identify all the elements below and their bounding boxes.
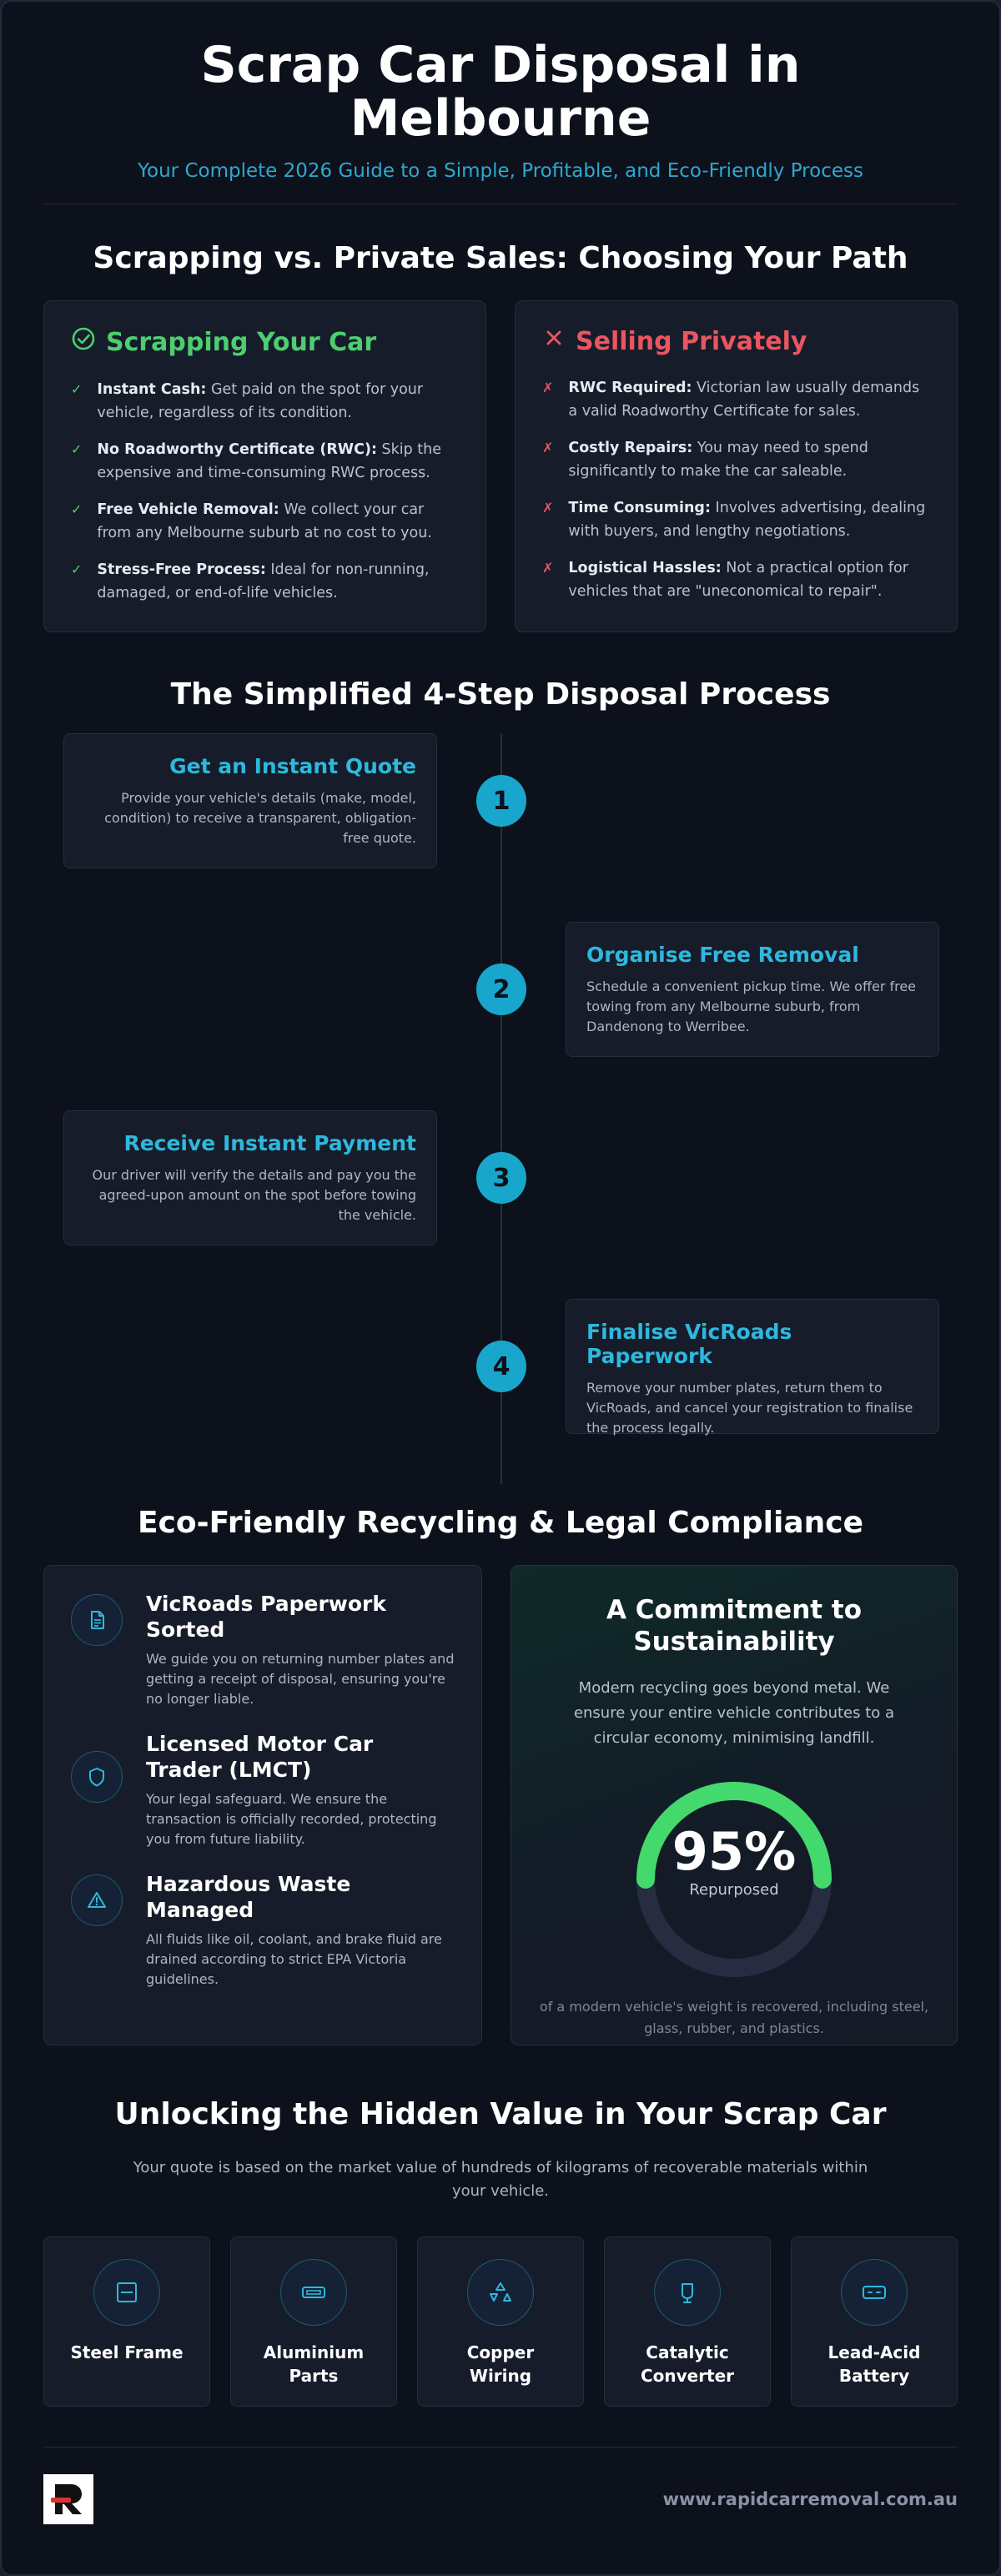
eco-item-lmct	[71, 1731, 455, 1849]
step-title: Get an Instant Quote	[169, 754, 416, 778]
private-sale-card	[515, 300, 958, 632]
step-number-badge: 2	[476, 963, 526, 1015]
materials-grid	[43, 2236, 958, 2407]
eco-item-description: We guide you on returning number plates and getting a receipt of disposal, ensuring you're no longer liable.	[146, 1651, 455, 1707]
scrapping-benefits-list	[71, 378, 459, 605]
eco-item-paperwork	[71, 1591, 455, 1709]
step-title: Organise Free Removal	[586, 943, 859, 967]
gauge-value: 95%	[672, 1821, 797, 1882]
list-item: ✗ RWC Required: Victorian law usually demands a valid Roadworthy Certificate for sales.	[542, 376, 930, 423]
material-card-aluminium	[230, 2236, 397, 2407]
step-number-badge: 1	[476, 775, 526, 827]
material-label: Copper Wiring	[466, 2342, 535, 2386]
sustainability-description: Modern recycling goes beyond metal. We ensure your entire vehicle contributes to a circular economy, minimising landfill.	[573, 1679, 895, 1747]
gauge-label: Repurposed	[689, 1881, 779, 1899]
step-description: Schedule a convenient pickup time. We offer free towing from any Melbourne suburb, from Dandenong to Werribee.	[586, 979, 917, 1034]
footer-divider	[43, 2447, 958, 2448]
material-card-steel	[43, 2236, 210, 2407]
footer	[43, 2474, 958, 2524]
list-item: ✓ Free Vehicle Removal: We collect your car from any Melbourne suburb at no cost to you.	[71, 498, 459, 545]
check-mark-icon: ✓	[71, 381, 83, 397]
sustainability-title: A Commitment to Sustainability	[606, 1595, 862, 1657]
cross-mark-icon: ✗	[542, 500, 554, 516]
warning-icon	[71, 1874, 123, 1926]
step-number-badge: 3	[476, 1152, 526, 1204]
catalytic-converter-icon	[654, 2259, 721, 2326]
material-label: Catalytic Converter	[640, 2342, 735, 2386]
comparison-title: Scrapping vs. Private Sales: Choosing Your Path	[93, 241, 908, 275]
eco-item-title: Hazardous Waste Managed	[146, 1872, 351, 1922]
shield-icon	[71, 1751, 123, 1803]
scrapping-card	[43, 300, 486, 632]
check-mark-icon: ✓	[71, 441, 83, 457]
recycling-gauge	[626, 1771, 843, 1988]
cross-mark-icon: ✗	[542, 380, 554, 395]
step-card-1	[63, 733, 437, 868]
document-icon	[71, 1594, 123, 1646]
aluminium-icon	[280, 2259, 347, 2326]
list-item: ✗ Costly Repairs: You may need to spend significantly to make the car saleable.	[542, 436, 930, 483]
eco-title: Eco-Friendly Recycling & Legal Compliance	[137, 1506, 864, 1540]
private-sale-card-title: Selling Privately	[576, 326, 807, 356]
header	[2, 2, 999, 182]
website-link[interactable]: www.rapidcarremoval.com.au	[662, 2489, 958, 2509]
check-mark-icon: ✓	[71, 561, 83, 577]
eco-item-description: All fluids like oil, coolant, and brake fluid are drained according to strict EPA Victoria guidelines.	[146, 1931, 442, 1987]
value-title: Unlocking the Hidden Value in Your Scrap Car	[114, 2097, 887, 2131]
rapid-car-removal-logo	[43, 2474, 93, 2524]
step-title: Receive Instant Payment	[123, 1131, 416, 1155]
step-description: Our driver will verify the details and pay you the agreed-upon amount on the spot before towing the vehicle.	[92, 1167, 416, 1223]
list-item: ✓ No Roadworthy Certificate (RWC): Skip the expensive and time-consuming RWC process.	[71, 438, 459, 485]
list-item: ✓ Stress-Free Process: Ideal for non-running, damaged, or end-of-life vehicles.	[71, 558, 459, 605]
battery-icon	[841, 2259, 908, 2326]
private-sale-card-heading	[542, 326, 930, 356]
material-label: Lead-Acid Battery	[827, 2342, 921, 2386]
cross-mark-icon: ✗	[542, 440, 554, 455]
step-description: Remove your number plates, return them to VicRoads, and cancel your registration to finalise the process legally.	[586, 1380, 913, 1436]
step-title: Finalise VicRoads Paperwork	[586, 1320, 792, 1368]
material-card-catalytic	[604, 2236, 771, 2407]
cross-mark-icon: ✗	[542, 560, 554, 576]
step-card-3	[63, 1110, 437, 1245]
eco-item-description: Your legal safeguard. We ensure the transaction is officially recorded, protecting you from future liability.	[146, 1791, 437, 1847]
step-card-2	[566, 922, 939, 1057]
check-circle-icon	[71, 326, 96, 358]
material-label: Aluminium Parts	[263, 2342, 365, 2386]
step-description: Provide your vehicle's details (make, model, condition) to receive a transparent, obligation-free quote.	[104, 790, 416, 846]
eco-item-hazardous	[71, 1871, 455, 1990]
material-label: Steel Frame	[70, 2342, 184, 2362]
list-item: ✗ Logistical Hassles: Not a practical option for vehicles that are "uneconomical to repair".	[542, 556, 930, 603]
scrapping-card-title: Scrapping Your Car	[106, 327, 377, 357]
step-card-4	[566, 1299, 939, 1434]
material-card-battery	[791, 2236, 958, 2407]
list-item: ✓ Instant Cash: Get paid on the spot for your vehicle, regardless of its condition.	[71, 378, 459, 425]
comparison-section	[43, 300, 958, 632]
recycle-icon	[467, 2259, 534, 2326]
eco-section	[43, 1565, 958, 2045]
step-number-badge: 4	[476, 1341, 526, 1392]
compliance-card	[43, 1565, 482, 2045]
x-icon	[542, 326, 566, 356]
private-sale-drawbacks-list	[542, 376, 930, 603]
process-title: The Simplified 4-Step Disposal Process	[170, 677, 831, 712]
process-timeline	[43, 733, 958, 1484]
scrapping-card-heading	[71, 326, 459, 358]
value-intro: Your quote is based on the market value of hundreds of kilograms of recoverable materials within your vehicle.	[133, 2159, 868, 2200]
list-item: ✗ Time Consuming: Involves advertising, dealing with buyers, and lengthy negotiations.	[542, 496, 930, 543]
steel-frame-icon	[93, 2259, 160, 2326]
page-subtitle: Your Complete 2026 Guide to a Simple, Profitable, and Eco-Friendly Process	[138, 160, 863, 182]
eco-item-title: Licensed Motor Car Trader (LMCT)	[146, 1732, 374, 1782]
material-card-copper	[417, 2236, 584, 2407]
eco-item-title: VicRoads Paperwork Sorted	[146, 1592, 387, 1642]
sustainability-note: of a modern vehicle's weight is recovered, including steel, glass, rubber, and plastics.	[539, 1999, 929, 2036]
sustainability-card	[511, 1565, 958, 2045]
page-title: Scrap Car Disposal in Melbourne	[200, 36, 801, 148]
check-mark-icon: ✓	[71, 501, 83, 517]
gauge-readout	[626, 1823, 843, 1899]
